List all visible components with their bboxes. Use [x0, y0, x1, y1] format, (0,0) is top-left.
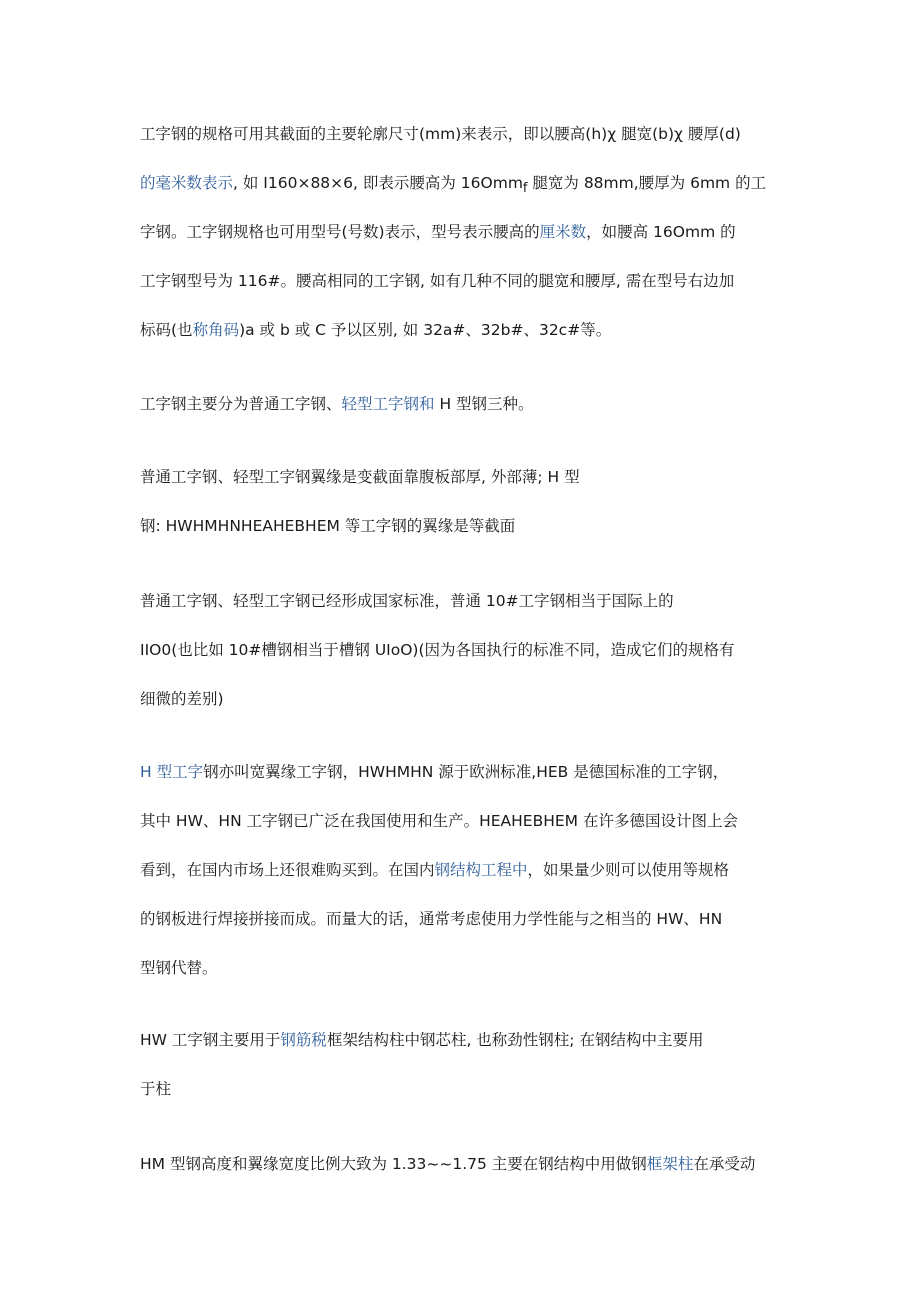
body-text: , 如 I160×88×6, 即表示腰高为 16Omm	[233, 174, 523, 192]
paragraph-flange-shape	[140, 453, 800, 551]
paragraph-hm-usage	[140, 1140, 800, 1189]
text-line	[140, 502, 800, 551]
text-line	[140, 380, 800, 429]
body-text: ，如腰高 16Omm 的	[586, 223, 736, 241]
body-text: 普通工字钢、轻型工字钢已经形成国家标准，普通 10#工字钢相当于国际上的	[140, 592, 674, 610]
body-text: 的钢板进行焊接拼接而成。而量大的话，通常考虑使用力学性能与之相当的 HW、HN	[140, 910, 723, 928]
text-line	[140, 1065, 800, 1114]
body-text: )a 或 b 或 C 予以区别, 如 32a#、32b#、32c#等。	[239, 321, 612, 339]
text-line	[140, 257, 800, 306]
body-text: 钢: HWHMHNHEAHEBHEM 等工字钢的翼缘是等截面	[140, 517, 516, 535]
body-text: HW 工字钢主要用于	[140, 1031, 281, 1049]
text-line	[140, 577, 800, 626]
paragraph-steel-types	[140, 380, 800, 429]
subscript-text: f	[522, 181, 528, 197]
hyperlink-text[interactable]: 称角码	[192, 321, 240, 339]
text-line	[140, 675, 800, 724]
paragraph-national-standard	[140, 577, 800, 724]
body-text: 工字钢主要分为普通工字钢、	[140, 395, 342, 413]
text-line	[140, 110, 800, 159]
body-text: 型钢代替。	[140, 959, 218, 977]
paragraph-steel-spec	[140, 110, 800, 355]
text-line	[140, 797, 800, 846]
body-text: 普通工字钢、轻型工字钢翼缘是变截面靠腹板部厚, 外部薄; H 型	[140, 468, 580, 486]
paragraph-h-beam	[140, 748, 800, 993]
text-line	[140, 453, 800, 502]
text-line	[140, 626, 800, 675]
hyperlink-text[interactable]: 厘米数	[539, 223, 587, 241]
body-text: 工字钢型号为 116#。腰高相同的工字钢, 如有几种不同的腿宽和腰厚, 需在型号右边加	[140, 272, 735, 290]
body-text: 细微的差别)	[140, 690, 224, 708]
text-line	[140, 159, 800, 208]
text-line	[140, 748, 800, 797]
text-line	[140, 846, 800, 895]
hyperlink-text[interactable]: 轻型工字钢和	[341, 395, 435, 413]
body-text: 其中 HW、HN 工字钢已广泛在我国使用和生产。HEAHEBHEM 在许多德国设计图上会	[140, 812, 738, 830]
body-text: ，如果量少则可以使用等规格	[527, 861, 730, 879]
body-text: 于柱	[140, 1080, 172, 1098]
hyperlink-text[interactable]: 钢结构工程中	[434, 861, 528, 879]
body-text: 钢亦叫宽翼缘工字钢，HWHMHN 源于欧洲标准,HEB 是德国标准的工字钢，	[203, 763, 729, 781]
body-text: 看到，在国内市场上还很难购买到。在国内	[140, 861, 435, 879]
text-line	[140, 1016, 800, 1065]
body-text: 标码(也	[140, 321, 193, 339]
body-text: 在承受动	[693, 1155, 756, 1173]
body-text: IIO0(也比如 10#槽钢相当于槽钢 UIoO)(因为各国执行的标准不同，造成它们的规格有	[140, 641, 735, 659]
body-text: 框架结构柱中钢芯柱, 也称劲性钢柱; 在钢结构中主要用	[326, 1031, 704, 1049]
text-line	[140, 895, 800, 944]
hyperlink-text[interactable]: 的毫米数表示	[140, 174, 234, 192]
hyperlink-text[interactable]: 钢筋税	[280, 1031, 327, 1049]
body-text: 字钢。工字钢规格也可用型号(号数)表示，型号表示腰高的	[140, 223, 540, 241]
text-line	[140, 944, 800, 993]
text-line	[140, 1140, 800, 1189]
body-text: 腿宽为 88mm,腰厚为 6mm 的工	[527, 174, 767, 192]
paragraph-hw-usage	[140, 1016, 800, 1114]
hyperlink-text[interactable]: 框架柱	[646, 1155, 694, 1173]
body-text: 工字钢的规格可用其截面的主要轮廓尺寸(mm)来表示，即以腰高(h)χ 腿宽(b)χ 腰厚(d)	[140, 125, 741, 143]
body-text: H 型钢三种。	[434, 395, 534, 413]
text-line	[140, 208, 800, 257]
body-text: HM 型钢高度和翼缘宽度比例大致为 1.33~~1.75 主要在钢结构中用做钢	[140, 1155, 647, 1173]
text-line	[140, 306, 800, 355]
hyperlink-text[interactable]: H 型工字	[140, 763, 204, 781]
